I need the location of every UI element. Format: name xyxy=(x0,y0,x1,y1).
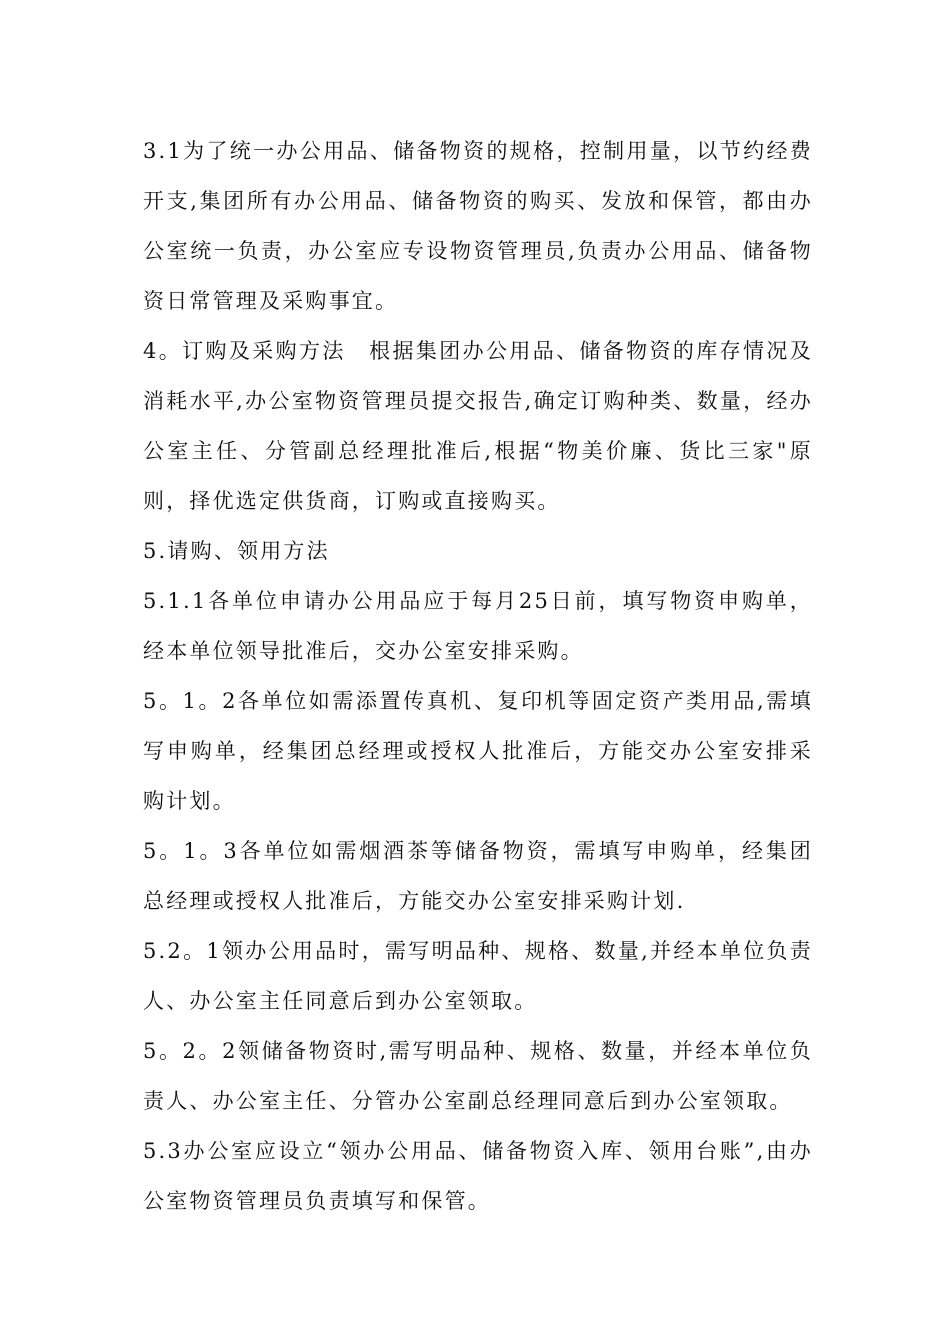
paragraph-5-1-1: 5.1.1各单位申请办公用品应于每月25日前，填写物资申购单，经本单位领导批准后，交办公室安排采购。 xyxy=(143,589,813,663)
section-heading-5: 5.请购、领用方法 xyxy=(143,539,330,563)
paragraph-3-1: 3.1为了统一办公用品、储备物资的规格，控制用量，以节约经费开支,集团所有办公用品、储备物资的购买、发放和保管，都由办公室统一负责，办公室应专设物资管理员,负责办公用品、储备物资日常管理及采购事宜。 xyxy=(143,139,813,313)
paragraph-5-1-2: 5。1。2各单位如需添置传真机、复印机等固定资产类用品,需填写申购单，经集团总经理或授权人批准后，方能交办公室安排采购计划。 xyxy=(143,689,813,813)
paragraph-5-2-2: 5。2。2领储备物资时,需写明品种、规格、数量，并经本单位负责人、办公室主任、分管办公室副总经理同意后到办公室领取。 xyxy=(143,1039,813,1113)
paragraph-5-2-1: 5.2。1领办公用品时，需写明品种、规格、数量,并经本单位负责人、办公室主任同意后到办公室领取。 xyxy=(143,939,813,1013)
document-body xyxy=(143,126,813,1226)
paragraph-5-1-3: 5。1。3各单位如需烟酒茶等储备物资，需填写申购单，经集团总经理或授权人批准后，方能交办公室安排采购计划. xyxy=(143,839,813,913)
paragraph-5-3: 5.3办公室应设立“领办公用品、储备物资入库、领用台账”,由办公室物资管理员负责填写和保管。 xyxy=(143,1139,813,1213)
paragraph-4: 4。订购及采购方法 根据集团办公用品、储备物资的库存情况及消耗水平,办公室物资管理员提交报告,确定订购种类、数量，经办公室主任、分管副总经理批准后,根据“物美价廉、货比三家"原则，择优选定供货商，订购或直接购买。 xyxy=(143,339,813,513)
